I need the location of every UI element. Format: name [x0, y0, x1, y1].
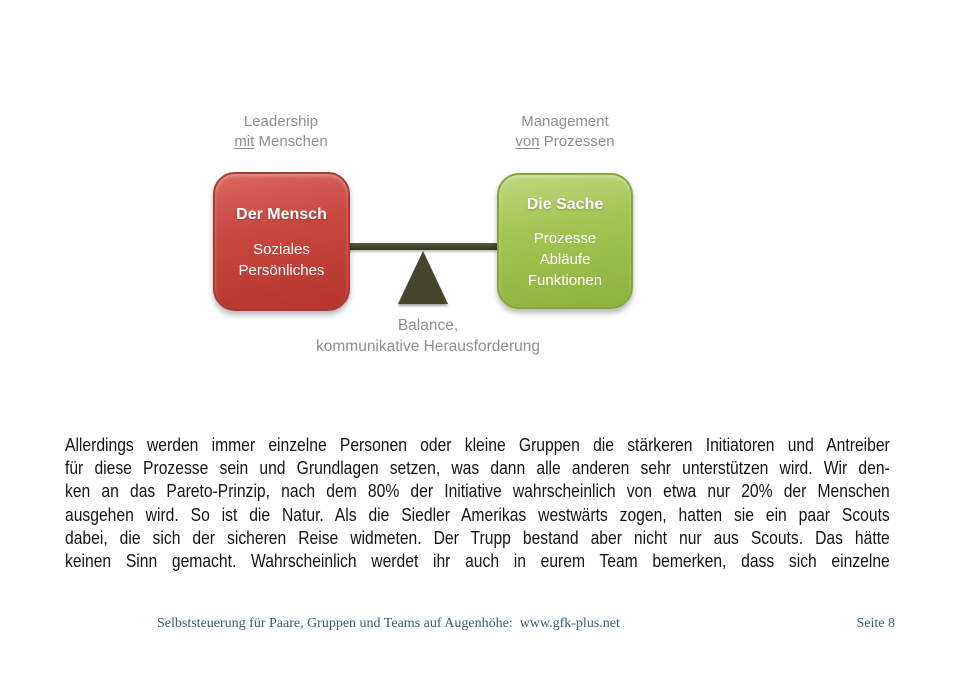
- management-label-rest: Prozessen: [539, 133, 615, 150]
- seesaw-beam: [344, 243, 501, 250]
- die-sache-items: [499, 228, 631, 291]
- body-line: dabei, die sich der sicheren Reise widmeten. Der Trupp bestand aber nicht nur aus Scouts. Das hätte: [65, 527, 890, 548]
- leadership-label-line1: Leadership: [243, 113, 319, 130]
- management-label: [490, 112, 640, 152]
- leadership-label-emphasis: mit: [234, 133, 255, 150]
- management-label-line1: Management: [521, 113, 609, 130]
- management-label-emphasis: von: [515, 133, 540, 150]
- page-number: Seite 8: [856, 616, 895, 631]
- body-line: Allerdings werden immer einzelne Personen oder kleine Gruppen die stärkeren Initiatoren und Antreiber: [65, 435, 890, 455]
- der-mensch-box: [213, 172, 350, 311]
- body-line: keinen Sinn gemacht. Wahrscheinlich werdet ihr auch in eurem Team bemerken, dass sich einzelne: [65, 551, 890, 572]
- balance-caption-line2: kommunikative Herausforderung: [316, 338, 540, 355]
- die-sache-title: Die Sache: [526, 196, 604, 213]
- footer-source-line: [157, 616, 620, 632]
- die-sache-box: [497, 173, 633, 309]
- der-mensch-items: [215, 239, 348, 281]
- der-mensch-item: Soziales: [253, 241, 310, 258]
- leadership-label-rest: Menschen: [254, 133, 328, 150]
- die-sache-item: Abläufe: [539, 251, 591, 268]
- footer-url: www.gfk-plus.net: [519, 616, 620, 631]
- balance-caption-line1: Balance,: [397, 317, 459, 334]
- balance-caption: [263, 315, 593, 357]
- page-footer: [0, 616, 960, 636]
- die-sache-item: Funktionen: [527, 272, 603, 289]
- body-line: ausgehen wird. So ist die Natur. Als die Siedler Amerikas westwärts zogen, hatten sie ein paar Scouts: [65, 504, 890, 525]
- fulcrum-triangle-icon: [398, 251, 448, 304]
- der-mensch-item: Persönliches: [238, 262, 325, 279]
- management-label-line2: [490, 132, 640, 152]
- leadership-label-line2: [206, 132, 356, 152]
- body-line: für diese Prozesse sein und Grundlagen setzen, was dann alle anderen sehr unterstützen wird. Wir den-: [65, 458, 890, 479]
- body-line: ken an das Pareto-Prinzip, nach dem 80% der Initiative wahrscheinlich von etwa nur 20% der Menschen: [65, 481, 890, 502]
- footer-source-label: Selbststeuerung für Paare, Gruppen und Teams auf Augenhöhe:: [157, 616, 513, 631]
- der-mensch-title: Der Mensch: [236, 206, 327, 223]
- leadership-label: [206, 112, 356, 152]
- body-paragraph: [65, 434, 890, 573]
- die-sache-item: Prozesse: [533, 230, 597, 247]
